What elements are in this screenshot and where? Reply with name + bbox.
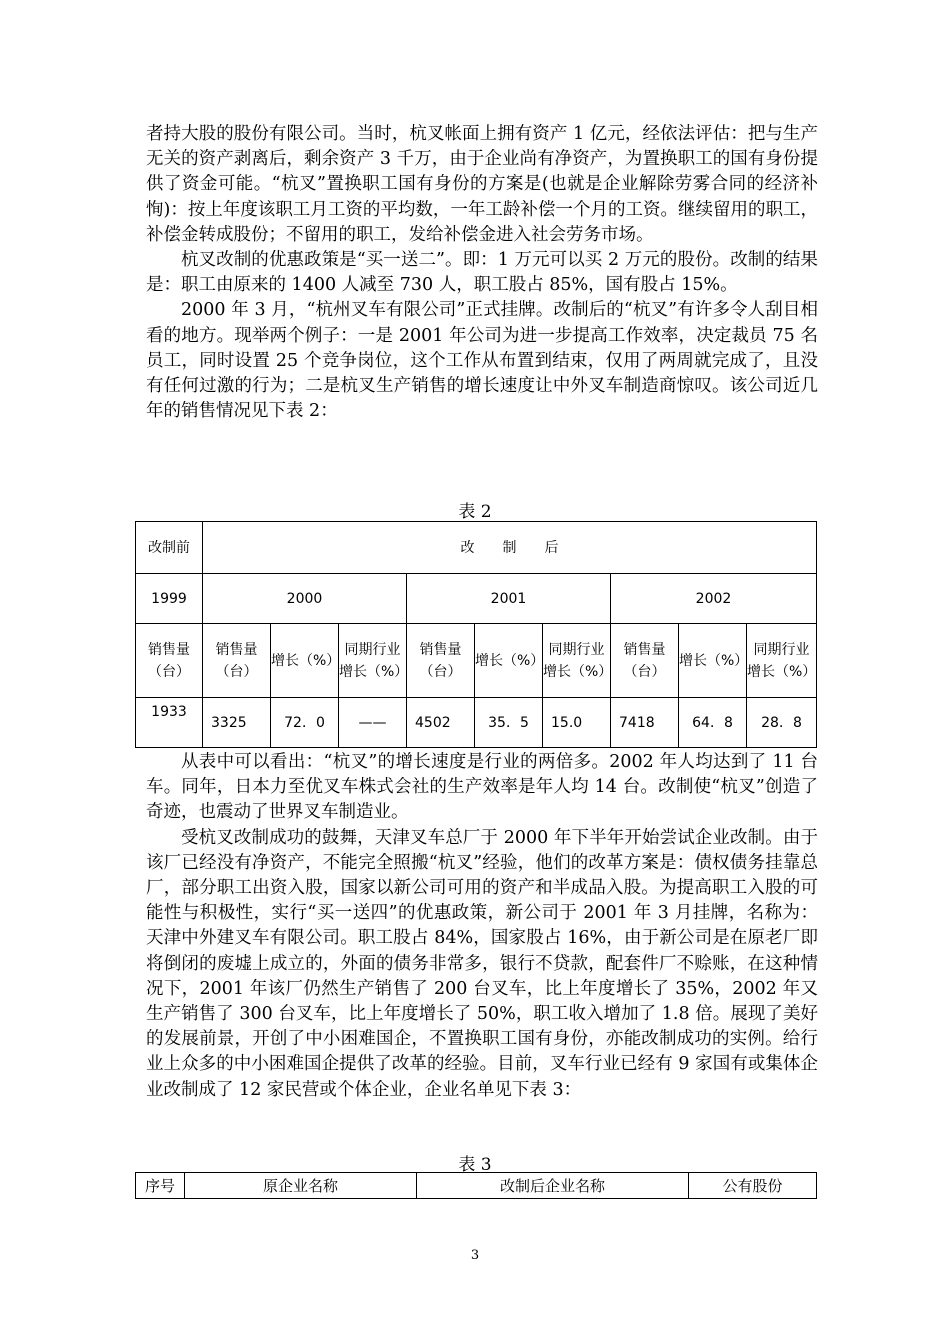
- table-cell: 4502: [407, 698, 475, 748]
- body-text-block-1: [146, 122, 818, 424]
- table-2-caption: 表 2: [458, 502, 492, 522]
- table-cell: ——: [339, 698, 407, 748]
- body-text-block-2: [146, 750, 818, 1103]
- table-cell: 3325: [203, 698, 271, 748]
- paragraph: 受杭叉改制成功的鼓舞，天津叉车总厂于 2000 年下半年开始尝试企业改制。由于该厂已经没有净资产，不能完全照搬“杭叉”经验，他们的改革方案是：债权债务挂靠总厂，部分职工出资入股，国家以新公司可用的资产和半成品入股。为提高职工入股的可能性与积极性，实行“买一送四”的优惠政策，新公司于 2001 年 3 月挂牌，名称为：天津中外建叉车有限公司。职工股占 84%，国家股占 16%，由于新公司是在原老厂即将倒闭的废墟上成立的，外面的债务非常多，银行不贷款，配套件厂不赊账，在这种情况下，2001 年该厂仍然生产销售了 200 台叉车，比上年度增长了 35%，2002 年又生产销售了 300 台叉车，比上年度增长了 50%，职工收入增加了 1.8 倍。展现了美好的发展前景，开创了中小困难国企，不置换职工国有身份，亦能改制成功的实例。给行业上众多的中小困难国企提供了改革的经验。目前，叉车行业已经有 9 家国有或集体企业改制成了 12 家民营或个体企业，企业名单见下表 3：: [146, 827, 818, 1100]
- paragraph: 2000 年 3 月，“杭州叉车有限公司”正式挂牌。改制后的“杭叉”有许多令人刮目相看的地方。现举两个例子：一是 2001 年公司为进一步提高工作效率，决定裁员 75 名员工，同时设置 25 个竞争岗位，这个工作从布置到结束，仅用了两周就完成了，且没有任何过激的行为；二是杭叉生产销售的增长速度让中外叉车制造商惊叹。该公司近几年的销售情况见下表 2：: [146, 300, 818, 422]
- column-header: 序号: [136, 1173, 185, 1199]
- table-cell: 35．5: [475, 698, 543, 748]
- paragraph: 从表中可以看出：“杭叉”的增长速度是行业的两倍多。2002 年人均达到了 11 台车。同年，日本力至优叉车株式会社的生产效率是年人均 14 台。改制使“杭叉”创造了奇迹，也震动了世界叉车制造业。: [146, 752, 818, 823]
- sales-header: 销售量（台）: [407, 624, 475, 698]
- year-cell: 2002: [611, 574, 817, 624]
- table-cell: 7418: [611, 698, 679, 748]
- column-header: 公有股份: [689, 1173, 817, 1199]
- table-cell: 1933: [136, 698, 203, 748]
- industry-growth-header: 同期行业增长（%）: [339, 624, 407, 698]
- table-row: [136, 698, 817, 748]
- year-cell: 1999: [136, 574, 203, 624]
- year-cell: 2001: [407, 574, 611, 624]
- column-header: 原企业名称: [185, 1173, 417, 1199]
- industry-growth-header: 同期行业增长（%）: [747, 624, 817, 698]
- table-3-caption: 表 3: [458, 1155, 492, 1175]
- table-header-row: [136, 522, 817, 574]
- growth-header: 增长（%）: [475, 624, 543, 698]
- sales-header: 销售量（台）: [203, 624, 271, 698]
- table-cell: 15.0: [543, 698, 611, 748]
- growth-header: 增长（%）: [271, 624, 339, 698]
- growth-header: 增长（%）: [679, 624, 747, 698]
- year-row: [136, 574, 817, 624]
- table-2: [135, 521, 817, 748]
- post-reform-header: 改 制 后: [203, 522, 817, 574]
- column-header: 改制后企业名称: [417, 1173, 689, 1199]
- table-cell: 72．0: [271, 698, 339, 748]
- table-cell: 64．8: [679, 698, 747, 748]
- table-3: [135, 1172, 817, 1199]
- table-cell: 28．8: [747, 698, 817, 748]
- subheader-row: [136, 624, 817, 698]
- year-cell: 2000: [203, 574, 407, 624]
- pre-reform-header: 改制前: [136, 522, 203, 574]
- paragraph: 杭叉改制的优惠政策是“买一送二”。即：1 万元可以买 2 万元的股份。改制的结果是：职工由原来的 1400 人减至 730 人，职工股占 85%，国有股占 15%。: [146, 250, 818, 296]
- sales-header: 销售量（台）: [136, 624, 203, 698]
- industry-growth-header: 同期行业增长（%）: [543, 624, 611, 698]
- sales-header: 销售量（台）: [611, 624, 679, 698]
- page-number: 3: [470, 1248, 480, 1263]
- table-header-row: [136, 1173, 817, 1199]
- paragraph: 者持大股的股份有限公司。当时，杭叉帐面上拥有资产 1 亿元，经依法评估：把与生产无关的资产剥离后，剩余资产 3 千万，由于企业尚有净资产，为置换职工的国有身份提供了资金可能。“杭叉”置换职工国有身份的方案是(也就是企业解除劳雾合同的经济补恂)：按上年度该职工月工资的平均数，一年工龄补偿一个月的工资。继续留用的职工，补偿金转成股份；不留用的职工，发给补偿金进入社会劳务市场。: [146, 124, 818, 245]
